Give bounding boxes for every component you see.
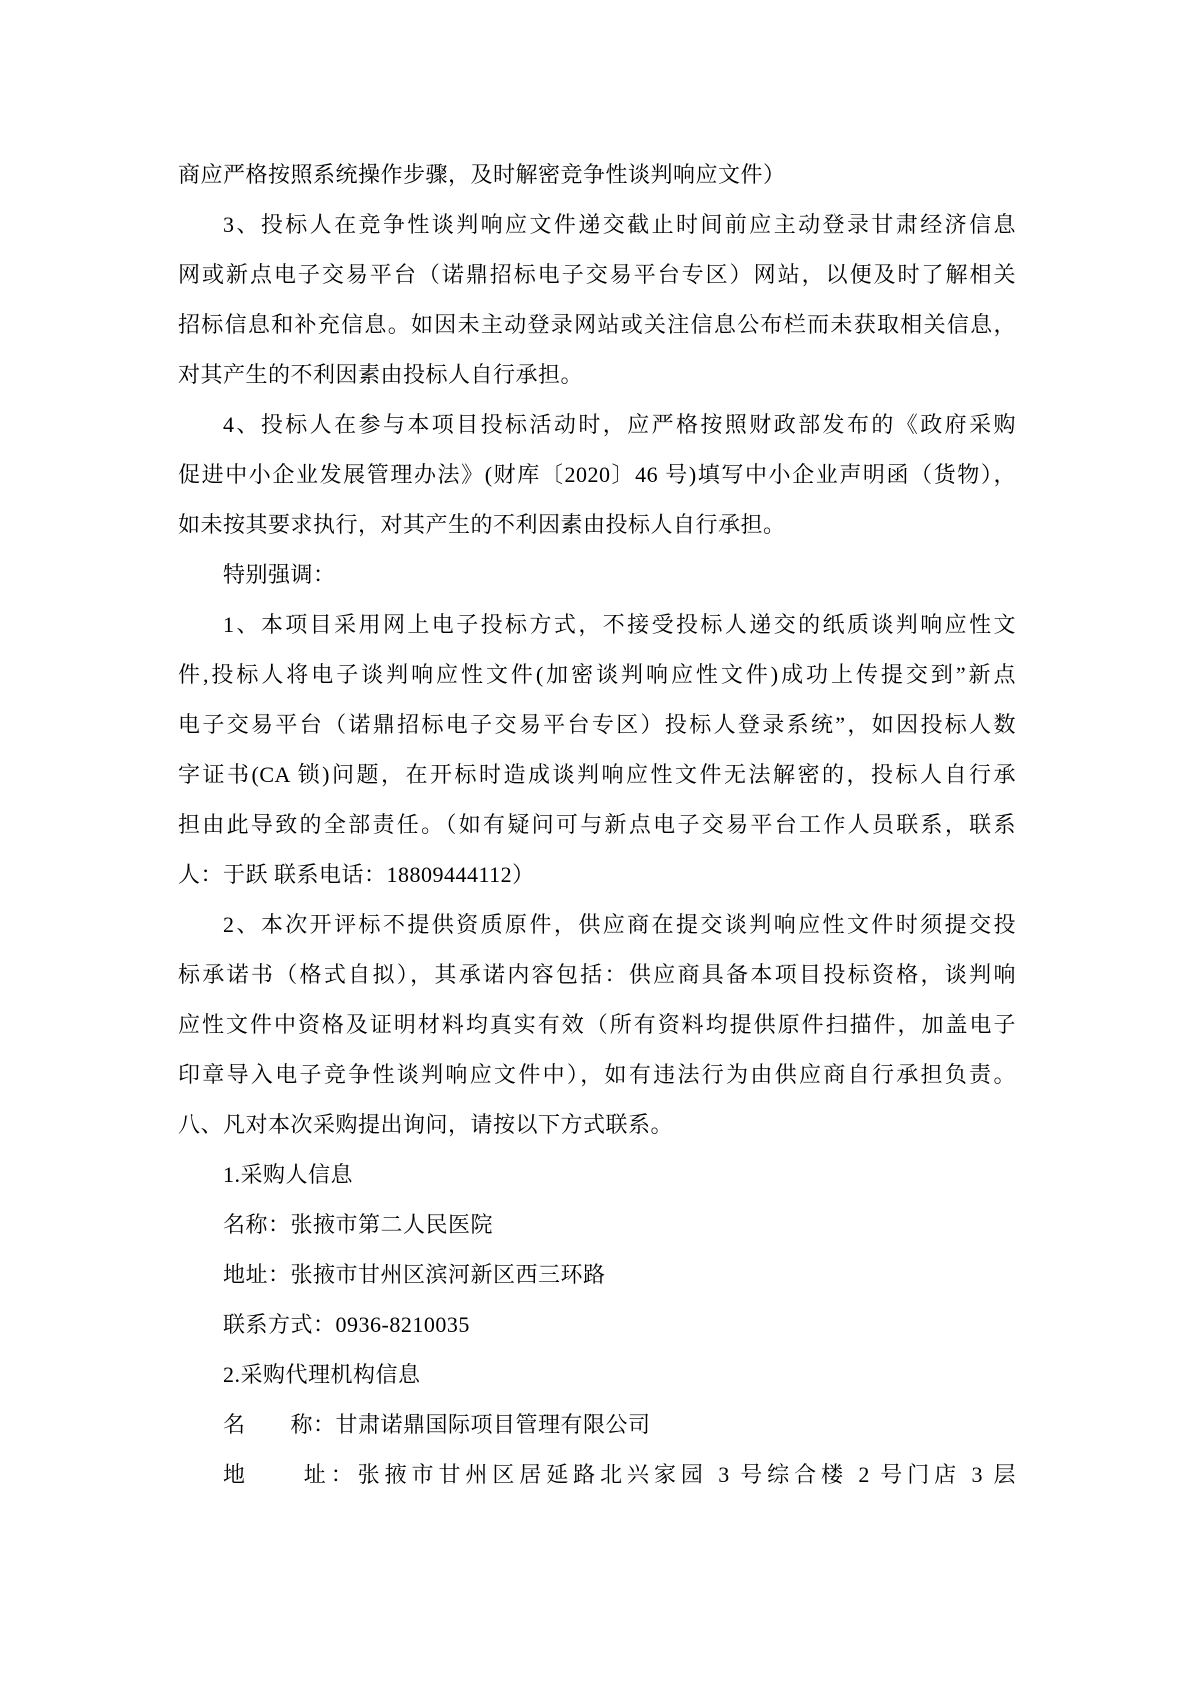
paragraph xyxy=(178,550,1016,600)
document-line: 人：于跃 联系电话：18809444112） xyxy=(178,862,535,887)
document-content xyxy=(178,150,1016,1500)
paragraph xyxy=(178,600,1016,900)
document-line: 标承诺书（格式自拟），其承诺内容包括：供应商具备本项目投标资格，谈判响 xyxy=(178,962,1016,987)
document-line: 名 称：甘肃诺鼎国际项目管理有限公司 xyxy=(223,1412,651,1437)
paragraph xyxy=(178,1450,1016,1500)
document-line: 应性文件中资格及证明材料均真实有效（所有资料均提供原件扫描件，加盖电子 xyxy=(178,1012,1016,1037)
document-line: 担由此导致的全部责任。（如有疑问可与新点电子交易平台工作人员联系，联系 xyxy=(178,812,1016,837)
document-line: 件,投标人将电子谈判响应性文件(加密谈判响应性文件)成功上传提交到”新点 xyxy=(178,662,1016,687)
document-line: 1.采购人信息 xyxy=(223,1162,354,1187)
document-line: 印章导入电子竞争性谈判响应文件中），如有违法行为由供应商自行承担负责。 xyxy=(178,1062,1016,1087)
document-line: 地 址：张掖市甘州区居延路北兴家园 3 号综合楼 2 号门店 3 层 xyxy=(223,1462,1016,1487)
document-line: 名称：张掖市第二人民医院 xyxy=(223,1212,494,1237)
paragraph xyxy=(178,900,1016,1100)
document-line: 网或新点电子交易平台（诺鼎招标电子交易平台专区）网站，以便及时了解相关 xyxy=(178,262,1016,287)
document-line: 对其产生的不利因素由投标人自行承担。 xyxy=(178,362,584,387)
paragraph xyxy=(178,150,1016,200)
paragraph xyxy=(178,400,1016,550)
paragraph xyxy=(178,1350,1016,1400)
document-line: 商应严格按照系统操作步骤，及时解密竞争性谈判响应文件） xyxy=(178,162,786,187)
document-line: 电子交易平台（诺鼎招标电子交易平台专区）投标人登录系统”，如因投标人数 xyxy=(178,712,1016,737)
paragraph xyxy=(178,1400,1016,1450)
document-line: 联系方式：0936-8210035 xyxy=(223,1312,470,1337)
document-line: 3、投标人在竞争性谈判响应文件递交截止时间前应主动登录甘肃经济信息 xyxy=(223,212,1016,237)
paragraph xyxy=(178,1200,1016,1250)
paragraph xyxy=(178,1100,1016,1150)
document-line: 特别强调： xyxy=(223,562,336,587)
document-line: 八、凡对本次采购提出询问，请按以下方式联系。 xyxy=(178,1112,674,1137)
document-line: 2、本次开评标不提供资质原件，供应商在提交谈判响应性文件时须提交投 xyxy=(223,912,1016,937)
document-line: 1、本项目采用网上电子投标方式，不接受投标人递交的纸质谈判响应性文 xyxy=(223,612,1016,637)
document-line: 招标信息和补充信息。如因未主动登录网站或关注信息公布栏而未获取相关信息， xyxy=(178,312,1016,337)
paragraph xyxy=(178,1250,1016,1300)
document-line: 字证书(CA 锁)问题，在开标时造成谈判响应性文件无法解密的，投标人自行承 xyxy=(178,762,1016,787)
document-line: 4、投标人在参与本项目投标活动时，应严格按照财政部发布的《政府采购 xyxy=(223,412,1016,437)
paragraph xyxy=(178,1150,1016,1200)
document-line: 如未按其要求执行，对其产生的不利因素由投标人自行承担。 xyxy=(178,512,786,537)
paragraph xyxy=(178,1300,1016,1350)
paragraph xyxy=(178,200,1016,400)
document-line: 2.采购代理机构信息 xyxy=(223,1362,421,1387)
document-line: 地址：张掖市甘州区滨河新区西三环路 xyxy=(223,1262,606,1287)
document-line: 促进中小企业发展管理办法》(财库〔2020〕46 号)填写中小企业声明函（货物）， xyxy=(178,462,1016,487)
